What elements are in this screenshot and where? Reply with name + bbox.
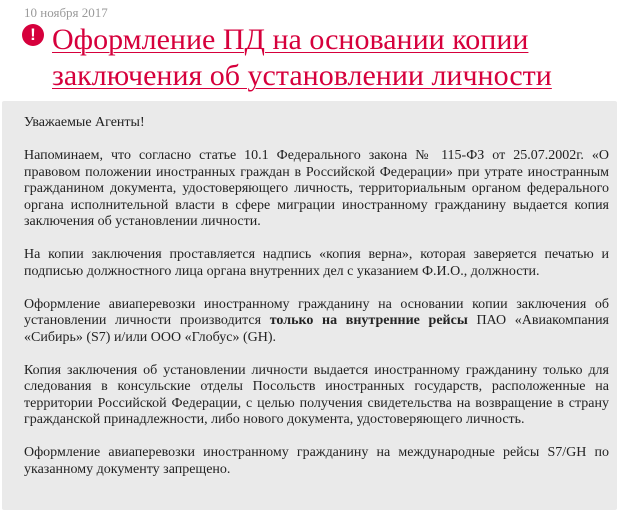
paragraph-2: На копии заключения проставляется надпись «копия верна», которая заверяется печатью и подписью должностного лица органа внутренних дел с указанием Ф.И.О., должности.: [24, 247, 609, 279]
paragraph-5: Оформление авиаперевозки иностранному гражданину на международные рейсы S7/GH по указанному документу запрещено.: [24, 445, 609, 477]
article-title-line-1[interactable]: Оформление ПД на основании копии: [52, 23, 529, 56]
paragraph-1: Напоминаем, что согласно статье 10.1 Федерального закона № 115-ФЗ от 25.07.2002г. «О правовом положении иностранных граждан в Российской Федерации» при утрате иностранным гражданином документа, удостоверяющего личность, территориальным органом федерального органа исполнительной власти в сфере миграции иностранному гражданину выдается копия заключения об установлении личности.: [24, 148, 609, 229]
paragraph-3-text-start: Оформление авиаперевозки иностранному гражданину на основании копии заключения об установлении личности производится: [24, 296, 609, 328]
paragraph-3: [24, 297, 609, 347]
alert-icon: !: [22, 24, 44, 46]
paragraph-4: Копия заключения об установлении личности выдается иностранному гражданину только для следования в консульские отделы Посольств иностранных государств, расположенные на территории Российской Федерации, с целью получения свидетельства на возвращение в страну гражданской принадлежности, либо нового документа, удостоверяющего личность.: [24, 362, 609, 427]
article-title[interactable]: [52, 22, 612, 94]
paragraph-3-text-end: ПАО «Авиакомпания «Сибирь» (S7) и/или ООО «Глобус» (GH).: [24, 313, 609, 345]
publication-date: 10 ноября 2017: [24, 5, 108, 20]
greeting: Уважаемые Агенты!: [24, 115, 145, 130]
article-title-line-2[interactable]: заключения об установлении личности: [52, 59, 552, 92]
paragraph-3-emphasis: только на внутренние рейсы: [269, 313, 468, 328]
article-body-card: [2, 101, 617, 510]
article-body: [24, 115, 609, 495]
title-row: [22, 22, 612, 94]
